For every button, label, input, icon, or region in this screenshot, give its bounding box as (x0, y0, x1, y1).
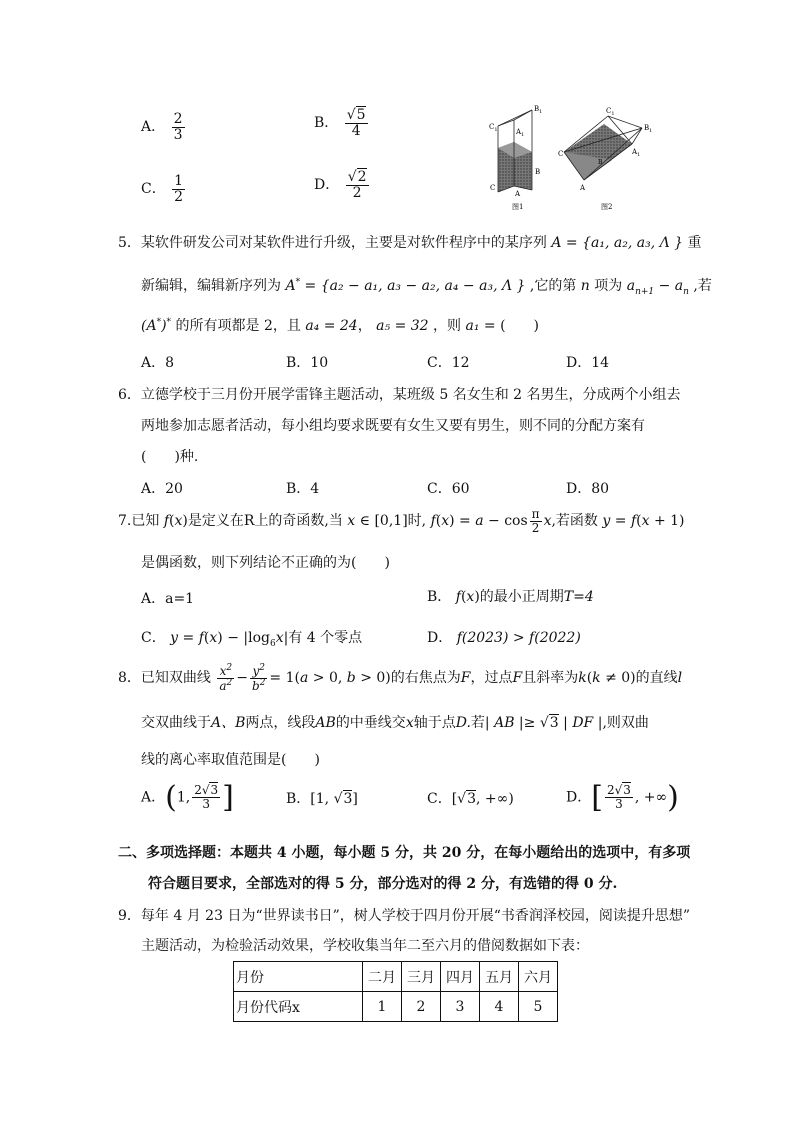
q8-line1: 8．已知双曲线 $\frac{x^2}{a^2}$ − $\frac{y^2}{b^2}$ = 1(a > 0, b > 0)的右焦点为F，过点F且斜率为k(k ≠ 0)的直线l (118, 663, 683, 693)
q7-line2: 是偶函数，则下列结论不正确的为( ) (141, 555, 390, 571)
q8-option-b: B．[1, √3] (286, 791, 358, 807)
q5-sequence-a: A = {a₁, a₂, a₃, Λ } (551, 235, 684, 251)
q5-line2: 新编辑，编辑新序列为 A* = {a₂ − a₁, a₃ − a₂, a₄ − a₃, Λ } ,它的第 n 项为 $a_{n+1} - a_n$ ,若 (141, 277, 712, 297)
section2-line1: 二、多项选择题：本题共 4 小题，每小题 5 分，共 20 分，在每小题给出的选项中，有多项 (118, 845, 691, 861)
q8-line3: 线的离心率取值范围是( ) (141, 752, 320, 768)
figure-1 (498, 110, 532, 192)
q5-line1: 5．某软件研发公司对某软件进行升级，主要是对软件程序中的某序列 A = {a₁, a₂, a₃, Λ } 重 (118, 235, 702, 251)
fig1-label-a1: $A_1$ (516, 128, 525, 138)
fig2-label-b: B (598, 159, 603, 166)
fig2-label-a1: $A_1$ (632, 148, 641, 158)
fig2-caption: 图2 (601, 203, 613, 211)
fig1-caption: 图1 (512, 203, 524, 211)
q7-option-c: C． $y = f(x) - |\log_6x|$有 4 个零点 (141, 630, 363, 649)
q4-option-d: D． $\frac{√2}{2}$ (314, 169, 367, 201)
fig2-label-b1: $B_1$ (644, 124, 653, 134)
figure-2 (564, 116, 642, 180)
q8-line2: 交双曲线于A、B两点，线段AB的中垂线交x轴于点D.若| AB |≥ √3 | DF |,则双曲 (141, 715, 649, 731)
q5-option-c: C．12 (427, 355, 470, 371)
fig1-label-b1: $B_1$ (534, 105, 543, 115)
fig1-label-c: C (490, 184, 496, 192)
q4-option-a: A． $\frac{2}{3}$ (141, 111, 183, 143)
q4-option-c: C． $\frac{1}{2}$ (141, 173, 184, 205)
q7-option-a: A．a=1 (141, 591, 195, 607)
q5-option-a: A．8 (141, 355, 175, 371)
fig1-label-c1: $C_1$ (489, 123, 498, 133)
fig1-label-a: A (515, 190, 521, 198)
q6-option-b: B．4 (286, 481, 320, 497)
table-row: 月份代码x 1 2 3 4 5 (234, 992, 558, 1022)
q6-option-d: D．80 (566, 481, 610, 497)
q9-line2: 主题活动，为检验活动效果，学校收集当年二至六月的借阅数据如下表： (141, 938, 589, 954)
q7-option-d: D． f(2023) > f(2022) (427, 630, 581, 646)
q5-sequence-astar: = {a₂ − a₁, a₃ − a₂, a₄ − a₃, Λ } (304, 278, 526, 294)
q8-option-d: D．[ $\frac{2√3}{3}$ , +∞) (566, 780, 679, 815)
fig1-label-b: B (535, 168, 541, 176)
fig2-label-c1: $C_1$ (606, 107, 615, 117)
fig2-label-a: A (580, 184, 586, 192)
prism-figures (484, 102, 694, 214)
q9-line1: 9．每年 4 月 23 日为“世界读书日”，树人学校于四月份开展“书香润泽校园，阅读提升思想” (118, 908, 691, 924)
q6-option-c: C．60 (427, 481, 470, 497)
q5-line3: (A*)* 的所有项都是 2，且 a₄ = 24， a₅ = 32 ，则 a₁ = ( ) (141, 317, 540, 334)
q8-option-c: C．[√3, +∞) (427, 791, 514, 807)
fig2-label-c: C (558, 150, 564, 158)
q8-option-a: A．(1, $\frac{2√3}{3}$ ] (141, 780, 234, 815)
q7-line1: 7.已知 f(x)是定义在R上的奇函数,当 x ∈ [0,1]时, f(x) = a − cos $\frac{\pi}{2}$ x,若函数 y = f(x + 1) (118, 507, 685, 535)
table-row: 月份 二月 三月 四月 五月 六月 (234, 962, 558, 992)
q4-option-b: B． $\frac{√5}{4}$ (314, 107, 366, 139)
q7-option-b: B． f(x)的最小正周期T=4 (427, 589, 594, 605)
q6-line1: 6．立德学校于三月份开展学雷锋主题活动，某班级 5 名女生和 2 名男生，分成两个小组去 (118, 387, 681, 403)
q5-option-b: B．10 (286, 355, 329, 371)
q5-option-d: D．14 (566, 355, 610, 371)
section2-line2: 符合题目要求，全部选对的得 5 分，部分选对的得 2 分，有选错的得 0 分. (148, 876, 618, 892)
q9-table (233, 961, 558, 1022)
q6-option-a: A．20 (141, 481, 183, 497)
q6-line3: ( )种. (141, 449, 199, 465)
q6-line2: 两地参加志愿者活动，每小组均要求既要有女生又要有男生，则不同的分配方案有 (141, 418, 645, 434)
